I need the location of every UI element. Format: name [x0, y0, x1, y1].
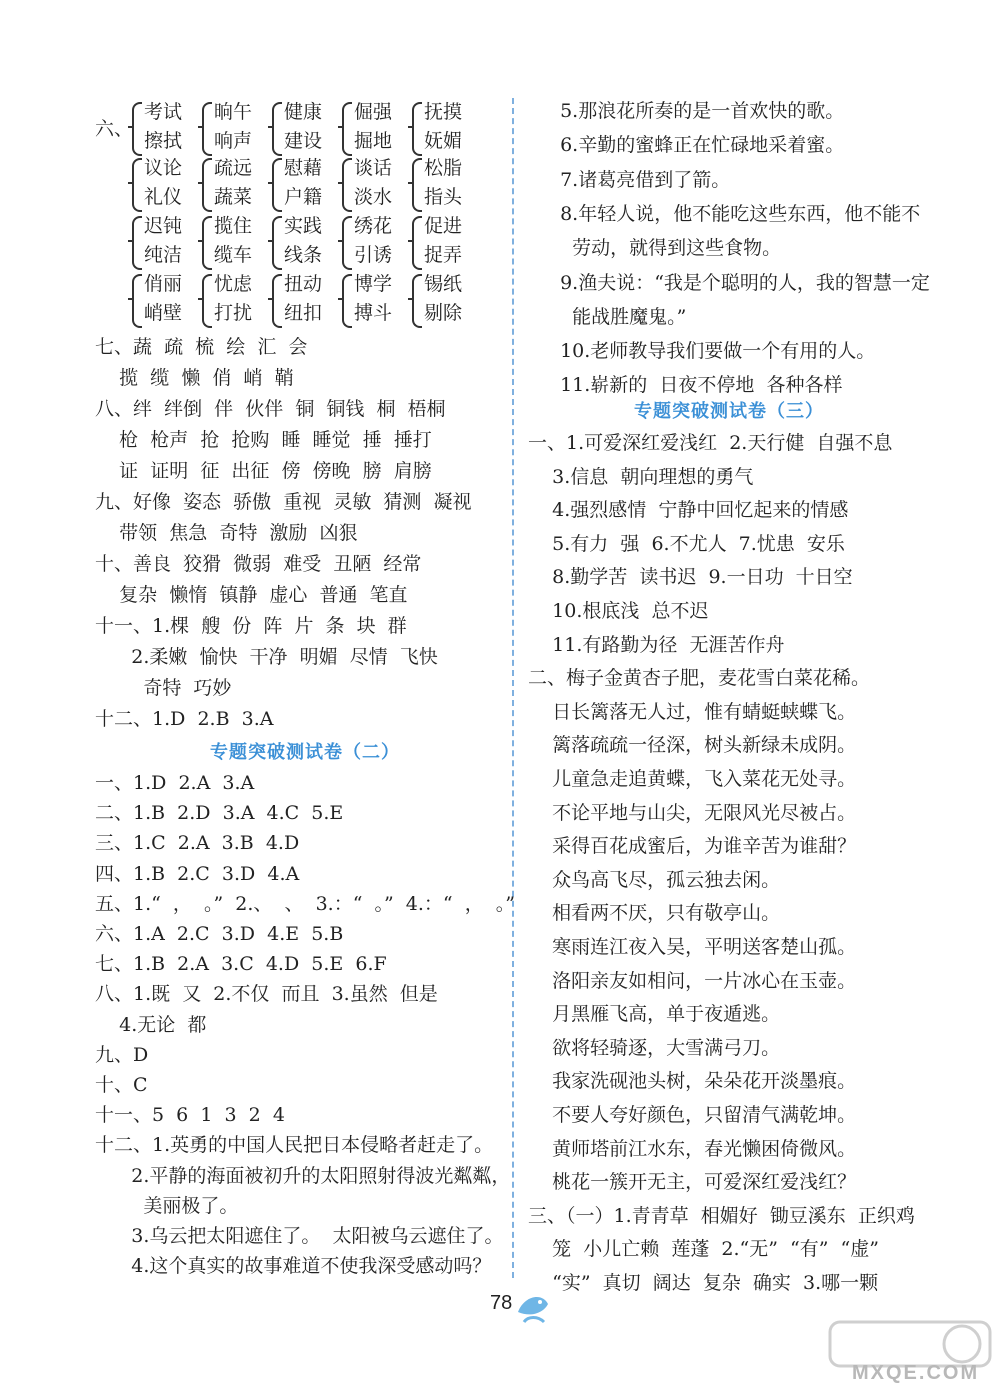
pair-word: 晌午 [214, 101, 253, 123]
answer-line: 3.乌云把太阳遮住了。 太阳被乌云遮住了。 [95, 1225, 504, 1247]
answer-line: 劳动，就得到这些食物。 [548, 237, 782, 260]
pair-word: 健康 [284, 101, 323, 123]
pair-word: 缆车 [214, 244, 253, 266]
answer-line: 四、1.B 2.C 3.D 4.A [95, 862, 300, 885]
pair-word: 扭动 [284, 273, 323, 295]
answer-line: 2.柔嫩 愉快 干净 明媚 尽情 飞快 [95, 646, 438, 668]
pair-word: 纽扣 [284, 302, 323, 324]
brace-icon [132, 274, 142, 328]
answer-line: 6.辛勤的蜜蜂正在忙碌地采着蜜。 [548, 134, 845, 157]
answer-line: “实” 真切 阔达 复杂 确实 3.哪一颗 [528, 1272, 879, 1294]
answer-line: 六、1.A 2.C 3.D 4.E 5.B [95, 923, 344, 945]
answer-line: 月黑雁飞高，单于夜遁逃。 [528, 1003, 781, 1026]
answer-line: 揽 缆 懒 俏 峭 鞘 [95, 367, 294, 389]
pair-word: 抚摸 [424, 101, 463, 123]
section-title-2: 专题突破测试卷（二） [210, 742, 400, 763]
answer-line: 十一、1.棵 艘 份 阵 片 条 块 群 [95, 615, 407, 637]
brace-icon [412, 274, 422, 328]
pair-word: 考试 [144, 101, 183, 123]
pair-word: 忧虑 [214, 273, 253, 295]
answer-line: 复杂 懒惰 镇静 虚心 普通 笔直 [95, 584, 408, 606]
pair-word: 妩媚 [424, 130, 463, 152]
answer-line: 证 证明 征 出征 傍 傍晚 膀 肩膀 [95, 460, 432, 482]
pair-word: 揽住 [214, 215, 253, 237]
answer-line: 11.崭新的 日夜不停地 各种各样 [548, 374, 843, 397]
brace-icon [342, 158, 352, 212]
pair-word: 淡水 [354, 186, 393, 208]
answer-line: 带领 焦急 奇特 激励 凶狠 [95, 522, 358, 544]
answer-line: 十一、5 6 1 3 2 4 [95, 1104, 285, 1127]
pair-word: 纯洁 [144, 244, 183, 266]
brace-icon [132, 102, 142, 156]
pair-word: 博学 [354, 273, 393, 295]
answer-line: 9.渔夫说：“我是个聪明的人，我的智慧一定 [548, 271, 930, 294]
pair-word: 议论 [144, 157, 183, 179]
answer-line: 7.诸葛亮借到了箭。 [548, 168, 731, 191]
pair-word: 锡纸 [424, 273, 463, 295]
brace-icon [272, 274, 282, 328]
answer-line: 十二、1.英勇的中国人民把日本侵略者赶走了。 [95, 1134, 494, 1157]
answer-line: 寒雨连江夜入吴，平明送客楚山孤。 [528, 936, 857, 958]
brace-icon [272, 216, 282, 270]
fish-decoration-icon [514, 1282, 554, 1326]
answer-line: 篱落疏疏一径深，树头新绿未成阴。 [528, 734, 857, 757]
answer-line: 五、1.“ ， 。” 2.、 、 3.：“ 。” 4.：“ ， 。” [95, 892, 516, 915]
pair-word: 促进 [424, 215, 463, 237]
pair-word: 迟钝 [144, 215, 183, 237]
answer-line: 4.这个真实的故事难道不使我深受感动吗？ [95, 1255, 492, 1278]
answer-line: 二、梅子金黄杏子肥，麦花雪白菜花稀。 [528, 667, 871, 690]
answer-line: 十、善良 狡猾 微弱 难受 丑陋 经常 [95, 553, 422, 575]
pair-word: 谈话 [354, 157, 393, 179]
brace-icon [412, 158, 422, 212]
pair-word: 绣花 [354, 215, 393, 237]
answer-line: 三、1.C 2.A 3.B 4.D [95, 832, 300, 855]
brace-icon [342, 274, 352, 328]
answer-line: 笼 小儿亡赖 莲蓬 2.“无” “有” “虚” [528, 1238, 879, 1261]
answer-line: 奇特 巧妙 [95, 677, 232, 699]
answer-line: 4.强烈感情 宁静中回忆起来的情感 [528, 499, 849, 522]
answer-line: 5.有力 强 6.不尤人 7.忧患 安乐 [528, 532, 845, 555]
pair-word: 实践 [284, 215, 323, 237]
brace-icon [132, 158, 142, 212]
answer-line: 八、绊 绊倒 伴 伙伴 铜 铜钱 桐 梧桐 [95, 398, 446, 420]
question-six-label: 六、 [95, 118, 134, 140]
answer-line: 枪 枪声 抢 抢购 睡 睡觉 捶 捶打 [95, 429, 432, 451]
pair-word: 蔬菜 [214, 186, 253, 208]
pair-word: 礼仪 [144, 186, 183, 208]
answer-line: 8.勤学苦 读书迟 9.一日功 十日空 [528, 566, 853, 589]
brace-icon [342, 216, 352, 270]
pair-word: 擦拭 [144, 130, 183, 152]
answer-line: 采得百花成蜜后，为谁辛苦为谁甜？ [528, 835, 857, 858]
pair-word: 响声 [214, 130, 253, 152]
answer-line: 10.老师教导我们要做一个有用的人。 [548, 340, 876, 363]
answer-line: 十二、1.D 2.B 3.A [95, 708, 274, 730]
answer-line: 一、1.可爱深红爱浅红 2.天行健 自强不息 [528, 432, 893, 454]
watermark-text: MXQE.COM [852, 1362, 980, 1384]
pair-word: 疏远 [214, 157, 253, 179]
answer-line: 日长篱落无人过，惟有蜻蜓蛱蝶飞。 [528, 700, 857, 723]
pair-word: 建设 [284, 130, 323, 152]
brace-icon [272, 102, 282, 156]
answer-line: 我家洗砚池头树，朵朵花开淡墨痕。 [528, 1070, 857, 1093]
brace-icon [202, 158, 212, 212]
answer-line: 七、蔬 疏 梳 绘 汇 会 [95, 336, 308, 358]
page-number: 78 [490, 1292, 513, 1314]
brace-icon [342, 102, 352, 156]
brace-icon [202, 216, 212, 270]
answer-line: 8.年轻人说，他不能吃这些东西，他不能不 [548, 202, 921, 225]
brace-icon [272, 158, 282, 212]
pair-word: 倔强 [354, 101, 393, 123]
answer-line: 八、1.既 又 2.不仅 而且 3.虽然 但是 [95, 983, 438, 1006]
column-divider [512, 98, 514, 1278]
answer-line: 桃花一簇开无主，可爱深红爱浅红？ [528, 1171, 857, 1194]
answer-line: 2.平静的海面被初升的太阳照射得波光粼粼， [95, 1164, 511, 1187]
pair-word: 指头 [424, 186, 463, 208]
pair-word: 打扰 [214, 302, 253, 324]
answer-line: 能战胜魔鬼。” [548, 305, 687, 328]
answer-line: 三、（一）1.青青草 相媚好 锄豆溪东 正织鸡 [528, 1204, 915, 1227]
brace-icon [202, 274, 212, 328]
answer-line: 十、C [95, 1074, 148, 1096]
answer-line: 不要人夸好颜色，只留清气满乾坤。 [528, 1104, 857, 1126]
answer-line: 相看两不厌，只有敬亭山。 [528, 902, 781, 925]
answer-line: 3.信息 朝向理想的勇气 [528, 465, 754, 488]
brace-icon [412, 102, 422, 156]
pair-word: 搏斗 [354, 302, 393, 324]
pair-word: 户籍 [284, 186, 323, 208]
pair-word: 掘地 [354, 130, 393, 152]
answer-line: 11.有路勤为径 无涯苦作舟 [528, 633, 785, 656]
brace-icon [132, 216, 142, 270]
answer-line: 二、1.B 2.D 3.A 4.C 5.E [95, 802, 344, 825]
section-title-3: 专题突破测试卷（三） [634, 401, 824, 422]
pair-word: 慰藉 [284, 157, 323, 179]
answer-line: 九、D [95, 1043, 149, 1066]
answer-line: 七、1.B 2.A 3.C 4.D 5.E 6.F [95, 953, 387, 976]
pair-word: 剔除 [424, 302, 463, 324]
answer-line: 九、好像 姿态 骄傲 重视 灵敏 猜测 凝视 [95, 491, 472, 513]
answer-line: 欲将轻骑逐，大雪满弓刀。 [528, 1036, 781, 1059]
pair-word: 引诱 [354, 244, 393, 266]
answer-line: 不论平地与山尖，无限风光尽被占。 [528, 801, 857, 824]
pair-word: 俏丽 [144, 273, 183, 295]
pair-word: 松脂 [424, 157, 463, 179]
answer-line: 儿童急走追黄蝶，飞入菜花无处寻。 [528, 768, 857, 790]
pair-word: 捉弄 [424, 244, 463, 266]
pair-word: 峭壁 [144, 302, 183, 324]
answer-line: 黄师塔前江水东，春光懒困倚微风。 [528, 1137, 857, 1160]
answer-line: 10.根底浅 总不迟 [528, 600, 709, 622]
answer-line: 一、1.D 2.A 3.A [95, 772, 255, 794]
answer-line: 5.那浪花所奏的是一首欢快的歌。 [548, 100, 845, 122]
pair-word: 线条 [284, 244, 323, 266]
brace-icon [202, 102, 212, 156]
answer-line: 4.无论 都 [95, 1013, 207, 1036]
brace-icon [412, 216, 422, 270]
answer-line: 洛阳亲友如相问，一片冰心在玉壶。 [528, 969, 857, 992]
answer-line: 美丽极了。 [95, 1194, 239, 1217]
answer-line: 众鸟高飞尽，孤云独去闲。 [528, 868, 781, 891]
